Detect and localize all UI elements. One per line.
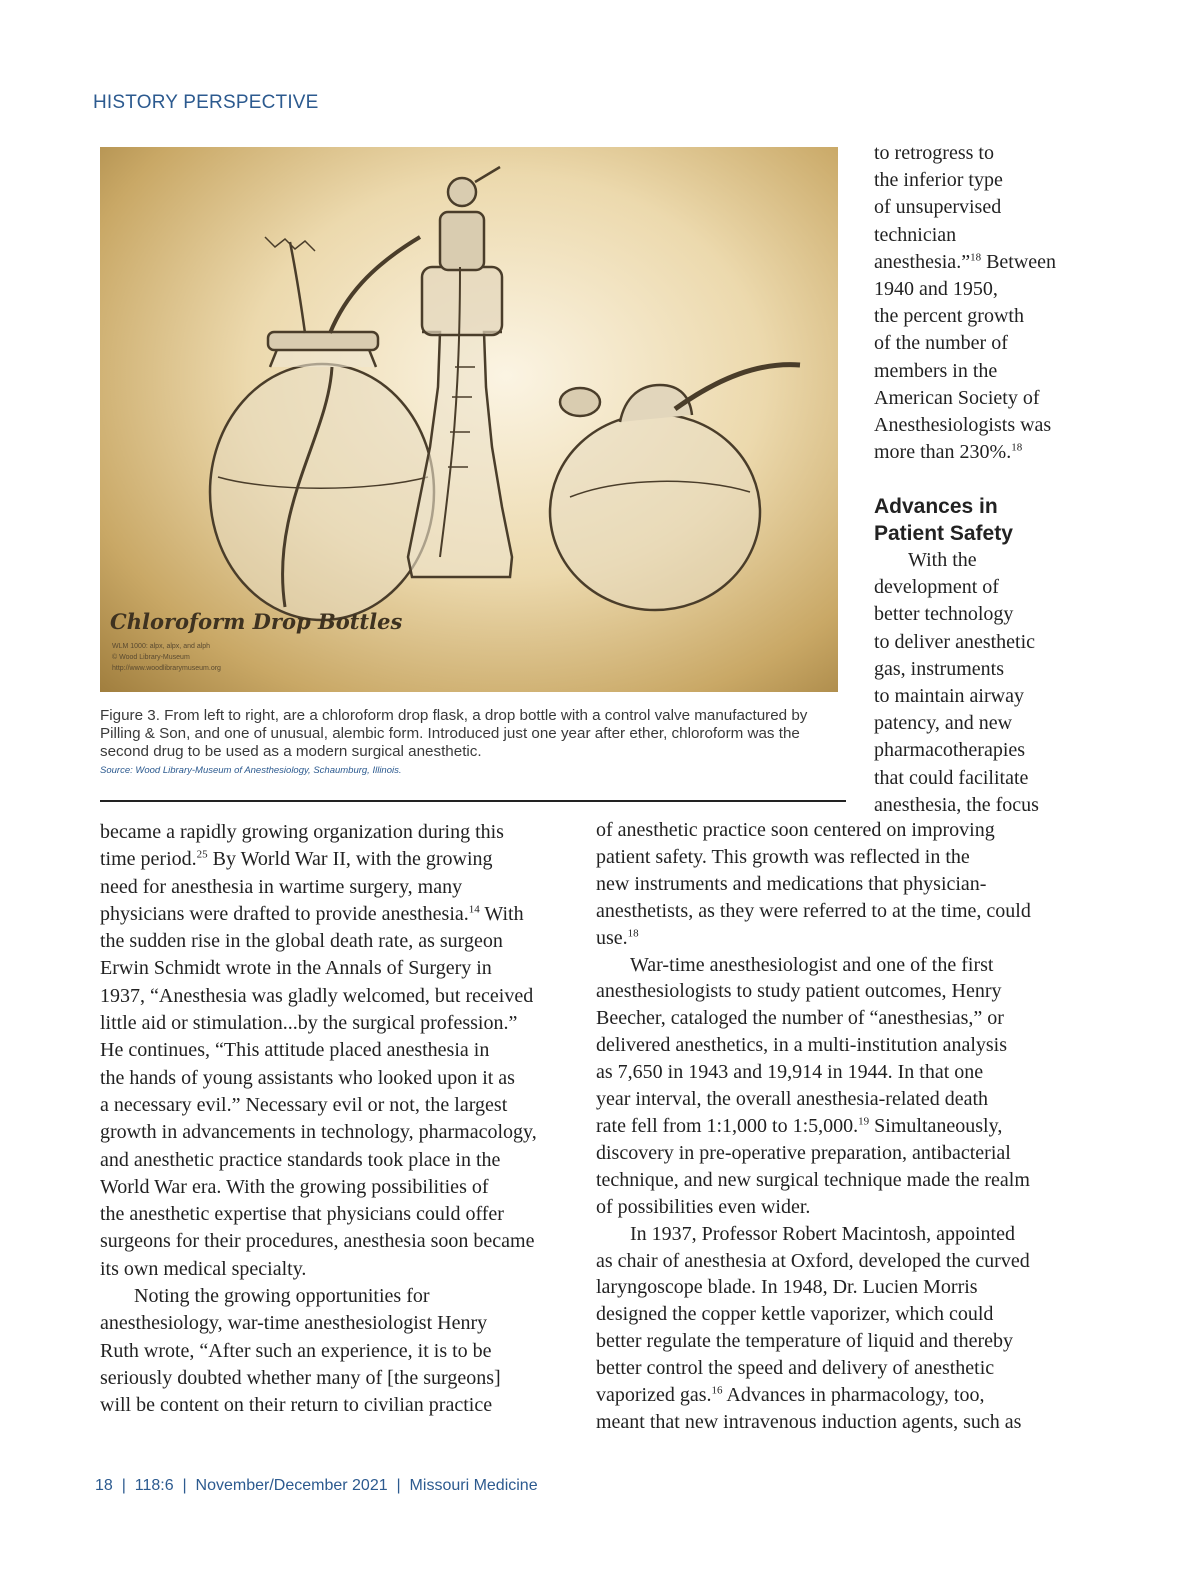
text-line: World War era. With the growing possibilities of xyxy=(100,1175,489,1198)
citation: 18 xyxy=(627,926,639,939)
text-line: the sudden rise in the global death rate, as surgeon xyxy=(100,930,503,953)
text-line: technique, and new surgical technique made the realm xyxy=(596,1168,1030,1191)
text-line: the percent growth xyxy=(874,305,1024,328)
figure-caption: Figure 3. From left to right, are a chloroform drop flask, a drop bottle with a control valve manufactured by Pilling & Son, and one of unusual, alembic form. Introduced just one year after ether, chloroform was the second drug to be used as a modern surgical anesthetic. xyxy=(100,707,808,760)
text-line: better control the speed and delivery of anesthetic xyxy=(596,1357,995,1380)
text-line: the anesthetic expertise that physicians could offer xyxy=(100,1203,504,1226)
text-line: development of xyxy=(874,576,999,599)
section-heading: Advances in Patient Safety xyxy=(874,495,1013,545)
text-line: more than 230%.$^{18}$ xyxy=(874,441,1023,464)
citation: 25 xyxy=(196,848,208,861)
figure-image-credit: http://www.woodlibrarymuseum.org xyxy=(112,665,221,672)
text-line: better technology xyxy=(874,603,1014,626)
text-line: the inferior type xyxy=(874,169,1003,192)
text-line: Ruth wrote, “After such an experience, it is to be xyxy=(100,1339,492,1362)
patient-safety-column xyxy=(874,547,1194,819)
text-line: surgeons for their procedures, anesthesia soon became xyxy=(100,1230,535,1253)
text-line: anesthetists, as they were referred to at the time, could xyxy=(596,899,1031,922)
text-line: a necessary evil.” Necessary evil or not, the largest xyxy=(100,1093,508,1116)
text-line: that could facilitate xyxy=(874,766,1029,789)
text-line: became a rapidly growing organization during this xyxy=(100,821,504,843)
text-line: 1937, “Anesthesia was gladly welcomed, but received xyxy=(100,984,534,1007)
text-line: Erwin Schmidt wrote in the Annals of Surgery in xyxy=(100,957,492,980)
text-line: physicians were drafted to provide anesthesia.$^{14}$ With xyxy=(100,902,524,925)
text-line: vaporized gas.$^{16}$ Advances in pharmacology, too, xyxy=(596,1384,985,1407)
text-line: laryngoscope blade. In 1948, Dr. Lucien Morris xyxy=(596,1276,978,1299)
text-line: Beecher, cataloged the number of “anesthesias,” or xyxy=(596,1007,1004,1030)
text-line: War-time anesthesiologist and one of the first xyxy=(630,953,994,976)
text-line: patency, and new xyxy=(874,712,1013,735)
text-line: need for anesthesia in wartime surgery, many xyxy=(100,875,463,898)
text-line: and anesthetic practice standards took place in the xyxy=(100,1148,501,1171)
left-column xyxy=(100,819,580,1420)
page-footer: 18 | 118:6 | November/December 2021 | Missouri Medicine xyxy=(95,1477,538,1494)
text-line: members in the xyxy=(874,359,998,382)
figure-image-credit: © Wood Library-Museum xyxy=(112,654,190,661)
text-line: Anesthesiologists was xyxy=(874,414,1052,437)
text-line: gas, instruments xyxy=(874,657,1004,680)
right-column xyxy=(596,817,1076,1436)
text-line: He continues, “This attitude placed anesthesia in xyxy=(100,1039,490,1062)
citation: 16 xyxy=(711,1384,723,1397)
section-label: HISTORY PERSPECTIVE xyxy=(93,92,319,113)
citation: 18 xyxy=(970,251,982,264)
text-line: rate fell from 1:1,000 to 1:5,000.19 Simultaneously, xyxy=(596,1114,1003,1137)
drop-flask-drawing xyxy=(210,237,434,620)
drop-bottle-drawing xyxy=(408,167,512,577)
text-line: of anesthetic practice soon centered on improving xyxy=(596,819,995,841)
text-line: growth in advancements in technology, pharmacology, xyxy=(100,1121,537,1144)
text-line: as chair of anesthesia at Oxford, developed the curved xyxy=(596,1249,1030,1272)
text-line: of possibilities even wider. xyxy=(596,1195,811,1218)
figure-source: Source: Wood Library-Museum of Anesthesiology, Schaumburg, Illinois. xyxy=(100,765,402,776)
text-line: as 7,650 in 1943 and 19,914 in 1944. In that one xyxy=(596,1061,984,1084)
text-line: With the xyxy=(908,549,977,571)
text-line: Noting the growing opportunities for xyxy=(134,1285,430,1308)
figure-image-credit: WLM 1000: alpx, alpx, and alph xyxy=(112,643,211,650)
text-line: In 1937, Professor Robert Macintosh, appointed xyxy=(630,1222,1015,1245)
text-line: technician xyxy=(874,223,957,246)
text-line: to deliver anesthetic xyxy=(874,630,1036,653)
text-line: patient safety. This growth was reflected in the xyxy=(596,845,970,868)
text-line: to retrogress to xyxy=(874,142,994,164)
text-line: time period.$^{25}$ By World War II, with the growing xyxy=(100,848,493,871)
text-line: little aid or stimulation...by the surgical profession.” xyxy=(100,1012,518,1035)
text-line: anesthesia, the focus xyxy=(874,793,1039,816)
citation: 14 xyxy=(468,903,480,916)
text-line: better regulate the temperature of liquid and thereby xyxy=(596,1330,1014,1353)
text-line: to maintain airway xyxy=(874,685,1024,708)
text-line: pharmacotherapies xyxy=(874,739,1026,762)
figure-divider xyxy=(100,800,846,802)
text-line: discovery in pre-operative preparation, antibacterial xyxy=(596,1141,1011,1164)
right-narrow-column xyxy=(874,140,1194,466)
text-line: of unsupervised xyxy=(874,196,1002,219)
text-line: seriously doubted whether many of [the surgeons] xyxy=(100,1366,501,1389)
citation: 18 xyxy=(1011,441,1023,454)
text-line: American Society of xyxy=(874,386,1040,409)
text-line: of the number of xyxy=(874,332,1008,355)
text-line: designed the copper kettle vaporizer, which could xyxy=(596,1303,994,1326)
figure-image xyxy=(100,147,838,692)
text-line: anesthesiologists to study patient outcomes, Henry xyxy=(596,980,1002,1003)
text-line: anesthesiology, war-time anesthesiologist Henry xyxy=(100,1312,488,1335)
citation: 19 xyxy=(858,1115,870,1128)
text-line: year interval, the overall anesthesia-related death xyxy=(596,1088,989,1111)
alembic-bottle-drawing xyxy=(550,365,800,610)
figure-image-title: Chloroform Drop Bottles xyxy=(110,609,403,634)
text-line: 1940 and 1950, xyxy=(874,278,998,301)
text-line: its own medical specialty. xyxy=(100,1257,307,1280)
text-line: meant that new intravenous induction agents, such as xyxy=(596,1410,1022,1433)
text-line: new instruments and medications that physician- xyxy=(596,872,987,895)
text-line: will be content on their return to civilian practice xyxy=(100,1394,493,1417)
text-line: use.$^{18}$ xyxy=(596,926,639,949)
text-line: delivered anesthetics, in a multi-institution analysis xyxy=(596,1034,1008,1057)
text-line: the hands of young assistants who looked upon it as xyxy=(100,1066,515,1089)
text-line: anesthesia.”$^{18}$ Between xyxy=(874,250,1057,273)
